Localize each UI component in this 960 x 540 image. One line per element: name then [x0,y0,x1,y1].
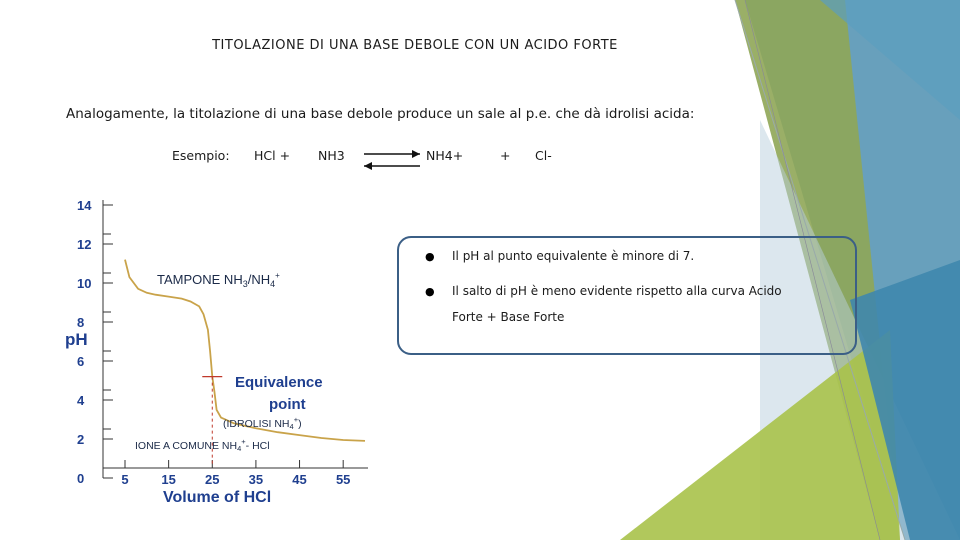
bullet-2-line-2: Forte + Base Forte [452,310,565,324]
bullet-dot-icon: ● [425,250,435,263]
bullet-2-line-1: Il salto di pH è meno evidente rispetto alla curva Acido [452,284,782,298]
x-tick-label: 35 [248,472,264,487]
y-tick-label: 10 [77,276,92,291]
y-tick-label: 4 [77,393,85,408]
intro-text: Analogamente, la titolazione di una base debole produce un sale al p.e. che dà idrolisi acida: [66,106,695,122]
y-tick-label: 0 [77,471,85,486]
x-ticks [121,460,350,487]
reactant-hcl: HCl + [254,148,291,163]
equivalence-label-line-2: point [269,396,306,413]
common-ion-annotation: IONE A COMUNE NH4+- HCl [135,437,270,453]
chart-axes [103,200,368,478]
titration-chart [55,190,385,515]
bullet-dot-icon: ● [425,285,435,298]
bullet-1: Il pH al punto equivalente è minore di 7. [452,249,695,263]
x-axis-label: Volume of HCl [163,489,272,506]
equivalence-label-line-1: Equivalence [235,374,323,391]
x-tick-label: 45 [292,472,307,487]
y-tick-label: 8 [77,315,85,330]
x-tick-label: 25 [205,472,220,487]
x-tick-label: 15 [161,472,176,487]
product-nh4: NH4+ [426,148,464,163]
product-plus: + [500,148,511,163]
y-tick-label: 6 [77,354,85,369]
x-tick-label: 55 [335,472,351,487]
example-label: Esempio: [172,148,230,163]
equilibrium-arrow-icon [360,146,424,174]
x-tick-label: 5 [121,472,129,487]
y-tick-label: 14 [77,198,92,213]
hydrolysis-annotation: (IDROLISI NH4+) [223,415,302,431]
reactant-nh3: NH3 [318,148,345,163]
y-axis-label: pH [65,330,88,349]
y-tick-label: 12 [77,237,92,252]
buffer-annotation: TAMPONE $NH_3/NH_4^+$ [157,271,280,289]
slide-title: TITOLAZIONE DI UNA BASE DEBOLE CON UN ACIDO FORTE [212,38,618,53]
y-tick-label: 2 [77,432,85,447]
product-cl: Cl- [535,148,552,163]
